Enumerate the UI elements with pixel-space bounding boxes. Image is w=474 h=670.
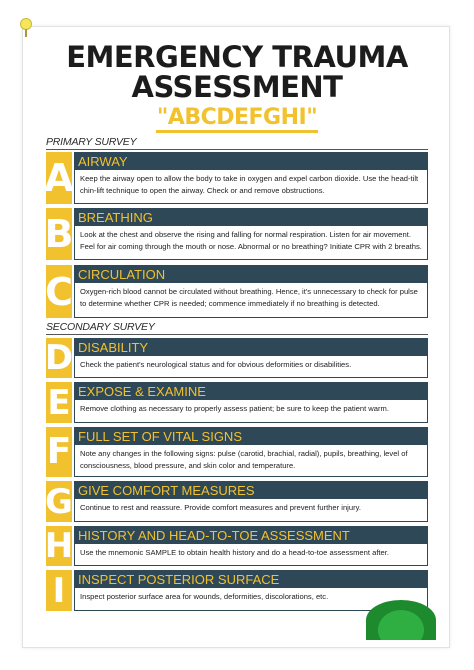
item-description: Check the patient's neurological status and for obvious deformities or disabilities. [74, 356, 428, 378]
item-row-a [46, 152, 428, 204]
item-row-i [46, 570, 428, 611]
item-description: Inspect posterior surface area for wounds, deformities, discolorations, etc. [74, 588, 428, 611]
item-letter: A [46, 152, 72, 204]
item-row-d [46, 338, 428, 378]
title-line-1: EMERGENCY TRAUMA [66, 40, 408, 74]
item-description: Keep the airway open to allow the body to take in oxygen and expel carbon dioxide. Use the head-tilt chin-lift technique to open the airway. Check or and remove obstructions. [74, 170, 428, 204]
item-title: GIVE COMFORT MEASURES [74, 481, 428, 499]
item-row-e [46, 382, 428, 423]
item-description: Look at the chest and observe the rising and falling for normal respiration. Listen for air movement. Feel for air coming through the mouth or nose. Abnormal or no breathing? Initiate CPR with 2 breaths. [74, 226, 428, 260]
primary-survey-divider [46, 149, 428, 150]
title-line-2: ASSESSMENT [131, 70, 343, 104]
logo-badge-icon [366, 600, 436, 640]
item-letter: F [46, 427, 72, 477]
item-letter: C [46, 265, 72, 318]
item-letter: H [44, 526, 74, 566]
item-title: HISTORY AND HEAD-TO-TOE ASSESSMENT [74, 526, 428, 544]
item-letter: E [47, 382, 71, 423]
item-row-b [46, 208, 428, 260]
item-title: DISABILITY [74, 338, 428, 356]
item-description: Remove clothing as necessary to properly assess patient; be sure to keep the patient warm. [74, 400, 428, 423]
item-title: CIRCULATION [74, 265, 428, 283]
pushpin-stem [25, 29, 27, 37]
subtitle-wrap [0, 106, 474, 133]
item-letter: B [46, 208, 72, 260]
item-title: INSPECT POSTERIOR SURFACE [74, 570, 428, 588]
item-letter: G [45, 481, 73, 522]
item-letter: I [46, 570, 72, 611]
secondary-survey-divider [46, 334, 428, 335]
primary-survey-label: PRIMARY SURVEY [46, 136, 137, 148]
item-description: Note any changes in the following signs: pulse (carotid, brachial, radial), pupils, breathing, level of consciousness, blood pressure, and skin color and temperature. [74, 445, 428, 477]
item-title: AIRWAY [74, 152, 428, 170]
secondary-survey-label: SECONDARY SURVEY [46, 321, 155, 333]
item-row-f [46, 427, 428, 477]
item-letter: D [44, 338, 74, 378]
item-description: Oxygen-rich blood cannot be circulated without breathing. Hence, it's unnecessary to check for pulse to determine whether CPR is needed; commence immediately if no breathing is detected. [74, 283, 428, 318]
subtitle: "ABCDEFGHI" [156, 106, 318, 133]
item-row-c [46, 265, 428, 318]
item-title: BREATHING [74, 208, 428, 226]
item-title: EXPOSE & EXAMINE [74, 382, 428, 400]
item-description: Continue to rest and reassure. Provide comfort measures and prevent further injury. [74, 499, 428, 522]
item-description: Use the mnemonic SAMPLE to obtain health history and do a head-to-toe assessment after. [74, 544, 428, 566]
item-row-h [46, 526, 428, 566]
item-row-g [46, 481, 428, 522]
item-title: FULL SET OF VITAL SIGNS [74, 427, 428, 445]
